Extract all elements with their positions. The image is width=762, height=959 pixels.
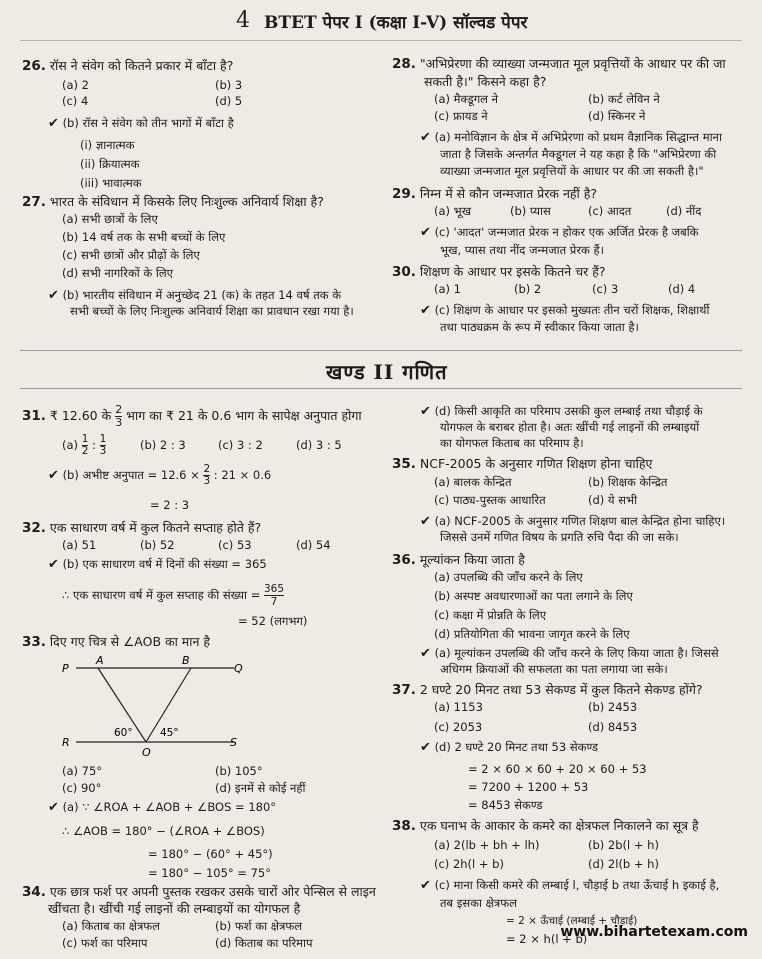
answer-text: (a) ∵ ∠ROA + ∠AOB + ∠BOS = 180° (62, 800, 277, 814)
answer-text: (b) रॉस ने संवेग को तीन भागों में बाँटा है (62, 116, 234, 130)
answer (420, 646, 719, 661)
answer-text: का योगफल किताब का परिमाप है। (440, 436, 584, 450)
answer-text: : 21 × 0.6 (213, 468, 272, 482)
option: (d) किताब का परिमाप (215, 936, 313, 950)
option: (c) फर्श का परिमाप (62, 936, 148, 950)
option: (b) 52 (140, 538, 175, 552)
option: (b) 2 : 3 (140, 438, 186, 452)
label-b: B (182, 654, 190, 667)
question-text: दिए गए चित्र से ∠AOB का मान है (49, 634, 211, 649)
checkmark-icon: ✔ (420, 740, 431, 755)
option: (b) 2 (514, 282, 542, 296)
question-number: 37. (392, 682, 416, 698)
question-text: ₹ 12.60 के (49, 408, 112, 423)
question-text: NCF-2005 के अनुसार गणित शिक्षण होना चाहिए (419, 456, 653, 471)
option: (c) 2053 (434, 720, 483, 734)
option: (c) 3 (592, 282, 619, 296)
question-number: 27. (22, 194, 46, 210)
section-divider (20, 350, 742, 351)
question-32 (22, 520, 261, 536)
option: (d) 8453 (588, 720, 638, 734)
question-31 (22, 404, 362, 429)
header-divider (20, 40, 742, 41)
answer (48, 464, 271, 487)
answer-text: = 2 × h(l + b) (506, 932, 588, 946)
answer-text: तब इसका क्षेत्रफल (440, 896, 517, 910)
answer-text: (a) मनोविज्ञान के क्षेत्र में अभिप्रेरणा को प्रथम वैज्ञानिक सिद्धान्त माना (434, 130, 722, 144)
answer-text: (c) 'आदत' जन्मजात प्रेरक न होकर एक अर्जित प्रेरक है जबकि (434, 225, 699, 239)
answer-text: ∴ एक साधारण वर्ष में कुल सप्ताह की संख्या = (62, 588, 261, 602)
answer-text: = 180° − 105° = 75° (148, 866, 271, 880)
checkmark-icon: ✔ (48, 557, 59, 572)
question-30 (392, 264, 606, 280)
option: (d) ये सभी (588, 493, 638, 507)
question-37 (392, 682, 703, 698)
question-text: खींचता है। खींची गई लाइनों की लम्बाइयों का योगफल है (48, 901, 301, 916)
angle-label-2: 45° (160, 727, 179, 739)
label-o: O (142, 746, 151, 758)
option: (b) 3 (215, 78, 243, 92)
option: (b) 2453 (588, 700, 638, 714)
checkmark-icon: ✔ (48, 288, 59, 303)
answer (420, 740, 598, 755)
answer-text: = 7200 + 1200 + 53 (468, 780, 589, 794)
checkmark-icon: ✔ (420, 225, 431, 240)
question-number: 35. (392, 456, 416, 472)
option: (b) कर्ट लेविन ने (588, 92, 660, 106)
question-number: 38. (392, 818, 416, 834)
question-36 (392, 552, 525, 568)
question-text: एक छात्र फर्श पर अपनी पुस्तक रखकर उसके चारों ओर पेन्सिल से लाइन (49, 884, 376, 899)
answer-text: (a) मूल्यांकन उपलब्धि की जाँच करने के लिए किया जाता है। जिससे (434, 646, 719, 660)
question-text: "अभिप्रेरणा की व्याख्या जन्मजात मूल प्रवृत्तियों के आधार पर की जा (419, 56, 726, 71)
list-item: (iii) भावात्मक (80, 176, 142, 190)
question-27 (22, 194, 324, 210)
label-r: R (62, 736, 70, 749)
fraction: $\frac{1}{2}$ (81, 433, 89, 457)
page-header-title: BTET पेपर I (कक्षा I-V) सॉल्वड पेपर (264, 13, 528, 33)
option: (b) 105° (215, 764, 263, 778)
option: (a) $\frac{1}{2}$ : $\frac{1}{3}$ (62, 433, 107, 457)
geometry-figure (56, 654, 246, 758)
option: (c) सभी छात्रों और प्रौढ़ों के लिए (62, 248, 200, 262)
checkmark-icon: ✔ (420, 646, 431, 661)
page-number: 4 (236, 8, 250, 33)
answer-text: तथा पाठ्यक्रम के रूप में स्वीकार किया जाता है। (440, 320, 639, 334)
question-text: निम्न में से कौन जन्मजात प्रेरक नहीं है? (419, 186, 598, 201)
question-number: 32. (22, 520, 46, 536)
question-28 (392, 56, 726, 72)
question-number: 28. (392, 56, 416, 72)
section-divider (20, 388, 742, 389)
answer-text: ∴ ∠AOB = 180° − (∠ROA + ∠BOS) (62, 824, 265, 838)
option: (b) शिक्षक केन्द्रित (588, 475, 668, 489)
list-item: (ii) क्रियात्मक (80, 157, 140, 171)
answer (48, 116, 234, 131)
answer-text: व्याख्या जन्मजात मूल प्रवृत्तियों के आधार पर की जा सकती है।" (440, 164, 704, 178)
option: (d) सभी नागरिकों के लिए (62, 266, 174, 280)
question-text: मूल्यांकन किया जाता है (419, 552, 525, 567)
answer-text: = 2 : 3 (150, 498, 190, 512)
option: (d) 4 (668, 282, 696, 296)
label-s: S (230, 736, 237, 749)
answer-text: जाता है जिसके अन्तर्गत मैक्डूगल ने यह कहा है कि "अभिप्रेरणा की (440, 147, 717, 161)
question-number: 29. (392, 186, 416, 202)
answer (62, 583, 284, 608)
answer-text: (b) अभीष्ट अनुपात = 12.6 × (62, 468, 200, 482)
option: (a) 75° (62, 764, 103, 778)
option: (b) फर्श का क्षेत्रफल (215, 919, 302, 933)
question-26 (22, 58, 233, 74)
question-34 (22, 884, 376, 900)
question-number: 36. (392, 552, 416, 568)
option: (a) 51 (62, 538, 97, 552)
checkmark-icon: ✔ (48, 468, 59, 483)
question-text: एक घनाभ के आकार के कमरे का क्षेत्रफल निकालने का सूत्र है (419, 818, 699, 833)
option: (d) नींद (666, 204, 702, 218)
checkmark-icon: ✔ (48, 116, 59, 131)
question-number: 33. (22, 634, 46, 650)
option: (b) अस्पष्ट अवधारणाओं का पता लगाने के लिए (434, 589, 633, 603)
label-q: Q (234, 662, 243, 675)
option: (a) उपलब्धि की जाँच करने के लिए (434, 570, 583, 584)
answer (420, 130, 722, 145)
fraction: $\frac{365}{7}$ (263, 583, 285, 608)
option: (c) 2h(l + b) (434, 857, 504, 871)
option: (d) 54 (296, 538, 331, 552)
answer-text: जिससे उनमें गणित विषय के प्रगति रुचि पैदा की जा सके। (440, 530, 679, 544)
answer (420, 514, 725, 529)
answer-text: (c) शिक्षण के आधार पर इसको मुख्यतः तीन चरों शिक्षक, शिक्षार्थी (434, 303, 710, 317)
watermark-url: www.bihartetexam.com (560, 924, 748, 940)
option: (a) 2 (62, 78, 89, 92)
option: (c) 53 (218, 538, 252, 552)
option: (b) 14 वर्ष तक के सभी बच्चों के लिए (62, 230, 226, 244)
question-text: एक साधारण वर्ष में कुल कितने सप्ताह होते हैं? (49, 520, 262, 535)
answer-text: = 2 × 60 × 60 + 20 × 60 + 53 (468, 762, 647, 776)
option: (b) प्यास (510, 204, 551, 218)
question-text: 2 घण्टे 20 मिनट तथा 53 सेकण्ड में कुल कितने सेकण्ड होंगे? (419, 682, 703, 697)
answer-text: (d) 2 घण्टे 20 मिनट तथा 53 सेकण्ड (434, 740, 599, 754)
answer-text: अधिगम क्रियाओं की सफलता का पता लगाया जा सके। (440, 662, 668, 676)
option: (a) 1153 (434, 700, 483, 714)
option: (c) आदत (588, 204, 632, 218)
answer-text: योगफल के बराबर होता है। अतः खींची गई लाइनों की लम्बाइयों (440, 420, 700, 434)
option: (c) 3 : 2 (218, 438, 263, 452)
answer-text: (d) किसी आकृति का परिमाप उसकी कुल लम्बाई तथा चौड़ाई के (434, 404, 703, 418)
answer (48, 557, 267, 572)
answer-text: भूख, प्यास तथा नींद जन्मजात प्रेरक हैं। (440, 243, 604, 257)
answer (48, 288, 341, 303)
checkmark-icon: ✔ (48, 800, 59, 815)
option: (d) 2l(b + h) (588, 857, 659, 871)
option: (c) 4 (62, 94, 89, 108)
question-number: 34. (22, 884, 46, 900)
answer-text: (a) NCF-2005 के अनुसार गणित शिक्षण बाल केन्द्रित होना चाहिए। (434, 514, 726, 528)
option: (c) 90° (62, 781, 102, 795)
question-text: सकती है।" किसने कहा है? (424, 74, 547, 89)
option: (b) 2b(l + h) (588, 838, 659, 852)
question-number: 30. (392, 264, 416, 280)
option: (c) फ्रायड ने (434, 109, 488, 123)
answer-text: = 180° − (60° + 45°) (148, 847, 273, 861)
option: (a) 2(lb + bh + lh) (434, 838, 540, 852)
checkmark-icon: ✔ (420, 130, 431, 145)
fraction: $\frac{2}{3}$ (115, 403, 123, 429)
answer (420, 225, 699, 240)
option: (a) मैक्डूगल ने (434, 92, 499, 106)
question-number: 31. (22, 408, 46, 424)
question-text: भाग का ₹ 21 के 0.6 भाग के सापेक्ष अनुपात होगा (126, 408, 362, 423)
checkmark-icon: ✔ (420, 878, 431, 893)
answer-text: (b) एक साधारण वर्ष में दिनों की संख्या = 365 (62, 557, 267, 571)
answer (420, 404, 703, 419)
option: (a) किताब का क्षेत्रफल (62, 919, 160, 933)
answer (48, 800, 276, 815)
label-p: P (62, 662, 69, 675)
label-a: A (96, 654, 104, 667)
answer-text: = 2 × ऊँचाई (लम्बाई + चौड़ाई) (506, 915, 638, 927)
answer (420, 878, 719, 893)
option: (a) भूख (434, 204, 472, 218)
question-33 (22, 634, 210, 650)
answer (420, 303, 710, 318)
answer-text: (b) भारतीय संविधान में अनुच्छेद 21 (क) के तहत 14 वर्ष तक के (62, 288, 342, 302)
fraction: $\frac{1}{3}$ (99, 433, 107, 457)
checkmark-icon: ✔ (420, 303, 431, 318)
fraction: $\frac{2}{3}$ (203, 463, 211, 487)
option: (d) 3 : 5 (296, 438, 342, 452)
list-item: (i) ज्ञानात्मक (80, 138, 135, 152)
option: (a) 1 (434, 282, 461, 296)
question-38 (392, 818, 699, 834)
question-35 (392, 456, 652, 472)
option: (a) सभी छात्रों के लिए (62, 212, 158, 226)
question-text: शिक्षण के आधार पर इसके कितने चर हैं? (419, 264, 606, 279)
answer-text: सभी बच्चों के लिए निःशुल्क अनिवार्य शिक्षा का प्रावधान रखा गया है। (70, 304, 354, 318)
option: (d) 5 (215, 94, 243, 108)
question-29 (392, 186, 597, 202)
question-number: 26. (22, 58, 46, 74)
answer-text: = 8453 सेकण्ड (468, 798, 543, 812)
angle-label-1: 60° (114, 727, 133, 739)
answer-text: = 52 (लगभग) (238, 614, 308, 628)
option: (d) प्रतियोगिता की भावना जागृत करने के लिए (434, 627, 630, 641)
checkmark-icon: ✔ (420, 404, 431, 419)
checkmark-icon: ✔ (420, 514, 431, 529)
option: (d) स्किनर ने (588, 109, 646, 123)
option: (c) कक्षा में प्रोन्नति के लिए (434, 608, 547, 622)
question-text: भारत के संविधान में किसके लिए निःशुल्क अनिवार्य शिक्षा है? (49, 194, 324, 209)
answer-text: (c) माना किसी कमरे की लम्बाई l, चौड़ाई b तथा ऊँचाई h इकाई है, (434, 878, 720, 892)
option: (a) बालक केन्द्रित (434, 475, 512, 489)
option: (c) पाठ्य-पुस्तक आधारित (434, 493, 546, 507)
question-text: रॉस ने संवेग को कितने प्रकार में बाँटा है? (49, 58, 234, 73)
section-title: खण्ड II गणित (326, 360, 448, 384)
option: (d) इनमें से कोई नहीं (215, 781, 306, 795)
